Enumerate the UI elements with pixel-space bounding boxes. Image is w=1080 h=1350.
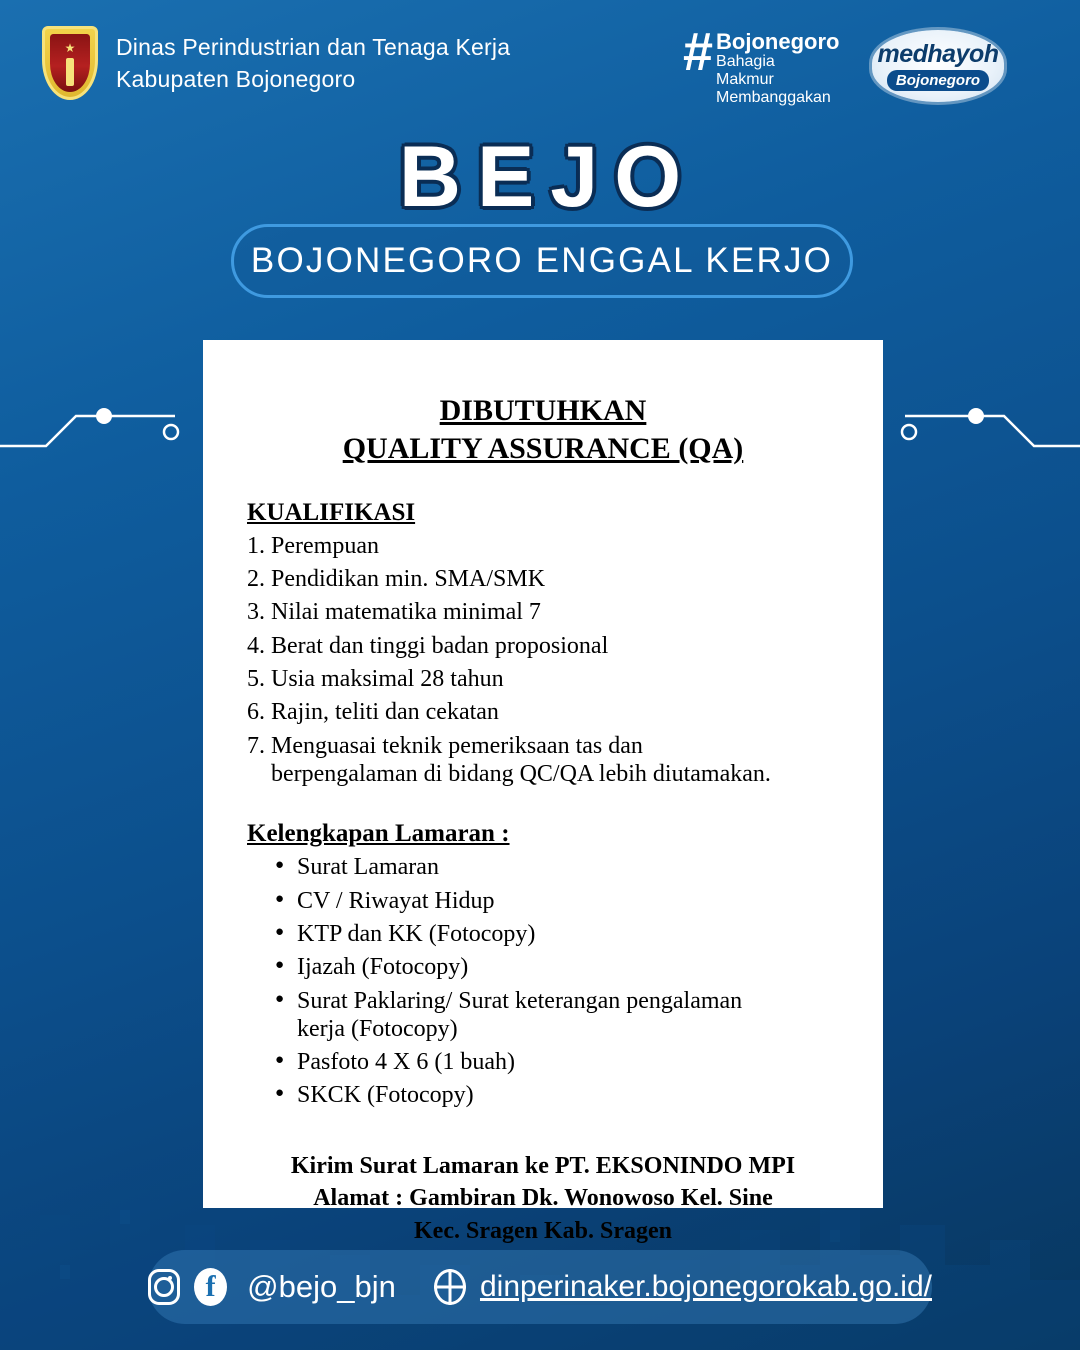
medhayoh-place: Bojonegoro <box>887 70 989 91</box>
brand-tagline-2: Makmur <box>716 71 774 88</box>
list-item: 5. Usia maksimal 28 tahun <box>247 666 504 693</box>
circuit-decoration-right <box>880 380 1080 460</box>
brand-tagline-3: Membanggakan <box>716 88 831 106</box>
list-item-continuation: kerja (Fotocopy) <box>297 1015 458 1042</box>
crest-star-icon: ★ <box>64 41 76 55</box>
qualification-list <box>247 532 839 789</box>
brand-tagline-1: Bahagia <box>716 53 775 71</box>
address-line-3: Kec. Sragen Kab. Sragen <box>414 1217 672 1244</box>
instagram-icon[interactable] <box>148 1269 180 1305</box>
list-item: ● Ijazah (Fotocopy) <box>275 953 839 981</box>
list-item: 3. Nilai matematika minimal 7 <box>247 599 541 626</box>
documents-heading: Kelengkapan Lamaran : <box>247 820 510 848</box>
department-name <box>116 26 510 95</box>
address-line-1: Kirim Surat Lamaran ke PT. EKSONINDO MPI <box>290 1152 796 1179</box>
application-address <box>247 1150 839 1247</box>
department-line-1: Dinas Perindustrian dan Tenaga Kerja <box>116 34 511 60</box>
brand-name: Bojonegoro <box>716 29 840 54</box>
qualification-heading: KUALIFIKASI <box>247 498 416 526</box>
list-item-continuation: berpengalaman di bidang QC/QA lebih diutamakan. <box>271 760 771 787</box>
page-title: BEJO <box>398 129 698 225</box>
social-handle: @bejo_bjn <box>247 1269 396 1304</box>
list-item: ● CV / Riwayat Hidup <box>275 887 839 915</box>
facebook-icon[interactable]: f <box>194 1268 227 1306</box>
page-subtitle: BOJONEGORO ENGGAL KERJO <box>250 241 834 280</box>
department-line-2: Kabupaten Bojonegoro <box>116 65 356 92</box>
list-item: ● Surat Lamaran <box>275 853 839 881</box>
list-item: 2. Pendidikan min. SMA/SMK <box>247 566 546 593</box>
bojonegoro-brand-logo <box>683 22 840 107</box>
vacancy-heading-line-2: QUALITY ASSURANCE (QA) <box>342 432 744 466</box>
list-item: 6. Rajin, teliti dan cekatan <box>247 699 499 726</box>
vacancy-card <box>203 340 883 1244</box>
vacancy-heading-line-1: DIBUTUHKAN <box>439 394 647 427</box>
address-line-2: Alamat : Gambiran Dk. Wonowoso Kel. Sine <box>313 1185 773 1212</box>
documents-list <box>247 853 839 1110</box>
list-item: ● KTP dan KK (Fotocopy) <box>275 920 839 948</box>
medhayoh-word: medhayoh <box>877 39 999 68</box>
list-item: 4. Berat dan tinggi badan proposional <box>247 632 609 659</box>
hashtag-icon: # <box>683 22 711 82</box>
subtitle-pill <box>231 224 853 298</box>
list-item: ● SKCK (Fotocopy) <box>275 1081 839 1109</box>
list-item: 1. Perempuan <box>247 532 379 559</box>
website-link[interactable]: dinperinaker.bojonegorokab.go.id/ <box>479 1270 932 1303</box>
list-item: ● Pasfoto 4 X 6 (1 buah) <box>275 1048 839 1076</box>
list-item: ● Surat Paklaring/ Surat keterangan pengalaman <box>275 987 839 1015</box>
medhayoh-logo <box>872 30 1004 102</box>
vacancy-heading <box>247 392 839 469</box>
coat-of-arms-icon <box>42 26 98 102</box>
contact-bar <box>148 1250 932 1324</box>
circuit-decoration-left <box>0 380 200 460</box>
globe-icon <box>434 1269 466 1305</box>
list-item: 7. Menguasai teknik pemeriksaan tas dan <box>247 732 643 759</box>
